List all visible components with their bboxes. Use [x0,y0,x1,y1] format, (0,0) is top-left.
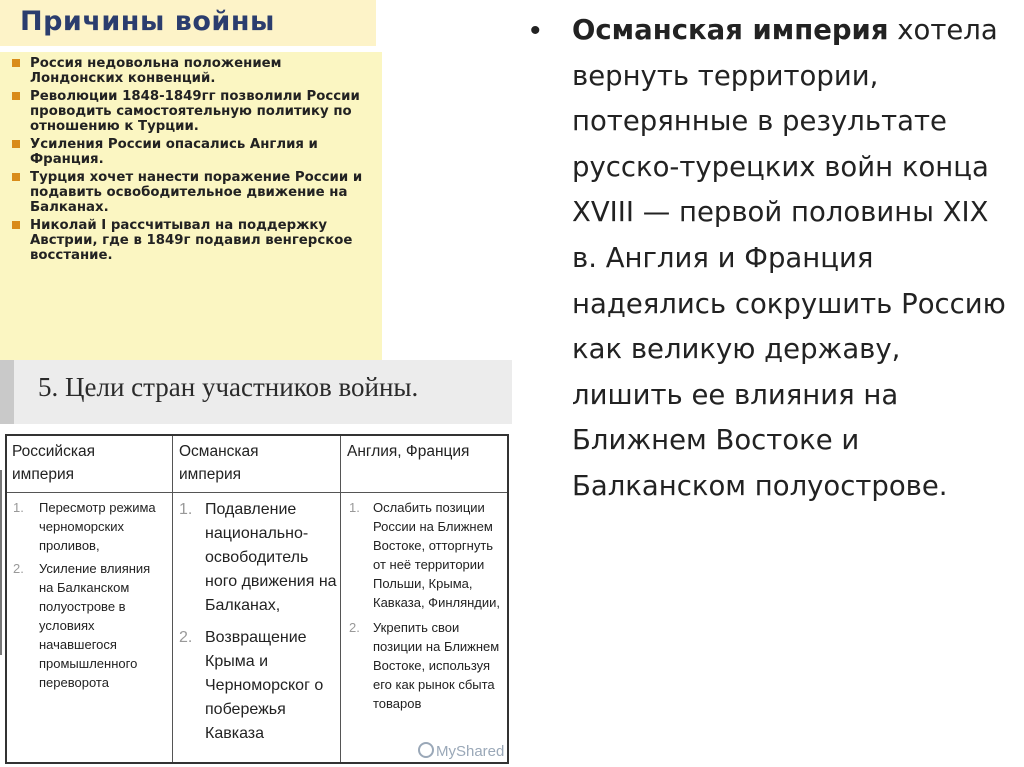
list-item: Революции 1848-1849гг позволили России проводить самостоятельную политику по отношению к Турции. [8,89,378,134]
body-text [572,8,1012,510]
square-bullet-icon [12,92,20,100]
bold-term: Османская империя [572,14,889,46]
list-item: Россия недовольна положением Лондонских конвенций. [8,56,378,86]
decorative-stripe [0,360,14,424]
square-bullet-icon [12,173,20,181]
england-france-goals-list [349,498,505,713]
causes-panel [0,52,382,360]
square-bullet-icon [12,59,20,67]
russia-goals-list [13,498,167,692]
list-item: 1. Пересмотр режима черноморских проливов, [13,500,156,553]
goals-title: 5. Цели стран участников войны. [38,372,419,402]
list-item: 1. Подавление национально-освободитель ного движения на Балканах, [179,501,337,614]
list-item: 1. Ослабить позиции России на Ближнем Востоке, отторгнуть от неё территории Польши, Крыма, Кавказа, Финляндии, [349,500,501,610]
watermark: MyShared [418,742,504,760]
square-bullet-icon [12,140,20,148]
ottoman-goals-list [179,498,337,746]
list-item: Усиления России опасались Англия и Франция. [8,137,378,167]
causes-list [8,56,378,266]
goals-table [5,434,509,764]
column-header-england-france: Англия, Франция [347,443,470,460]
column-divider [340,436,341,762]
body-text-content: хотела вернуть территории, потерянные в результате русско-турецких войн конца XVIII — первой половины XIX в. Англия и Франция надеялись сокрушить Россию как великую державу, лишить ее влияния на Ближнем Востоке и Балканском полуострове. [572,14,1006,502]
causes-title: Причины войны [20,6,275,37]
column-divider [172,436,173,762]
list-item: 2. Усиление влияния на Балканском полуострове в условиях начавшегося промышленного переворота [13,561,151,690]
column-header-russia: Российская империя [12,443,95,483]
list-item: 2. Возвращение Крыма и Черноморског о побережья Кавказа [179,629,324,742]
column-header-ottoman: Османская империя [179,443,259,483]
header-divider [7,492,507,493]
causes-title-bar [0,0,376,46]
list-item: Николай I рассчитывал на поддержку Австрии, где в 1849г подавил венгерское восстание. [8,218,378,263]
list-item: Турция хочет нанести поражение России и подавить освободительное движение на Балканах. [8,170,378,215]
bullet-point: • [530,14,541,47]
list-item: 2. Укрепить свои позиции на Ближнем Востоке, используя его как рынок сбыта товаров [349,620,500,711]
square-bullet-icon [12,221,20,229]
myshared-logo-icon [418,742,434,758]
